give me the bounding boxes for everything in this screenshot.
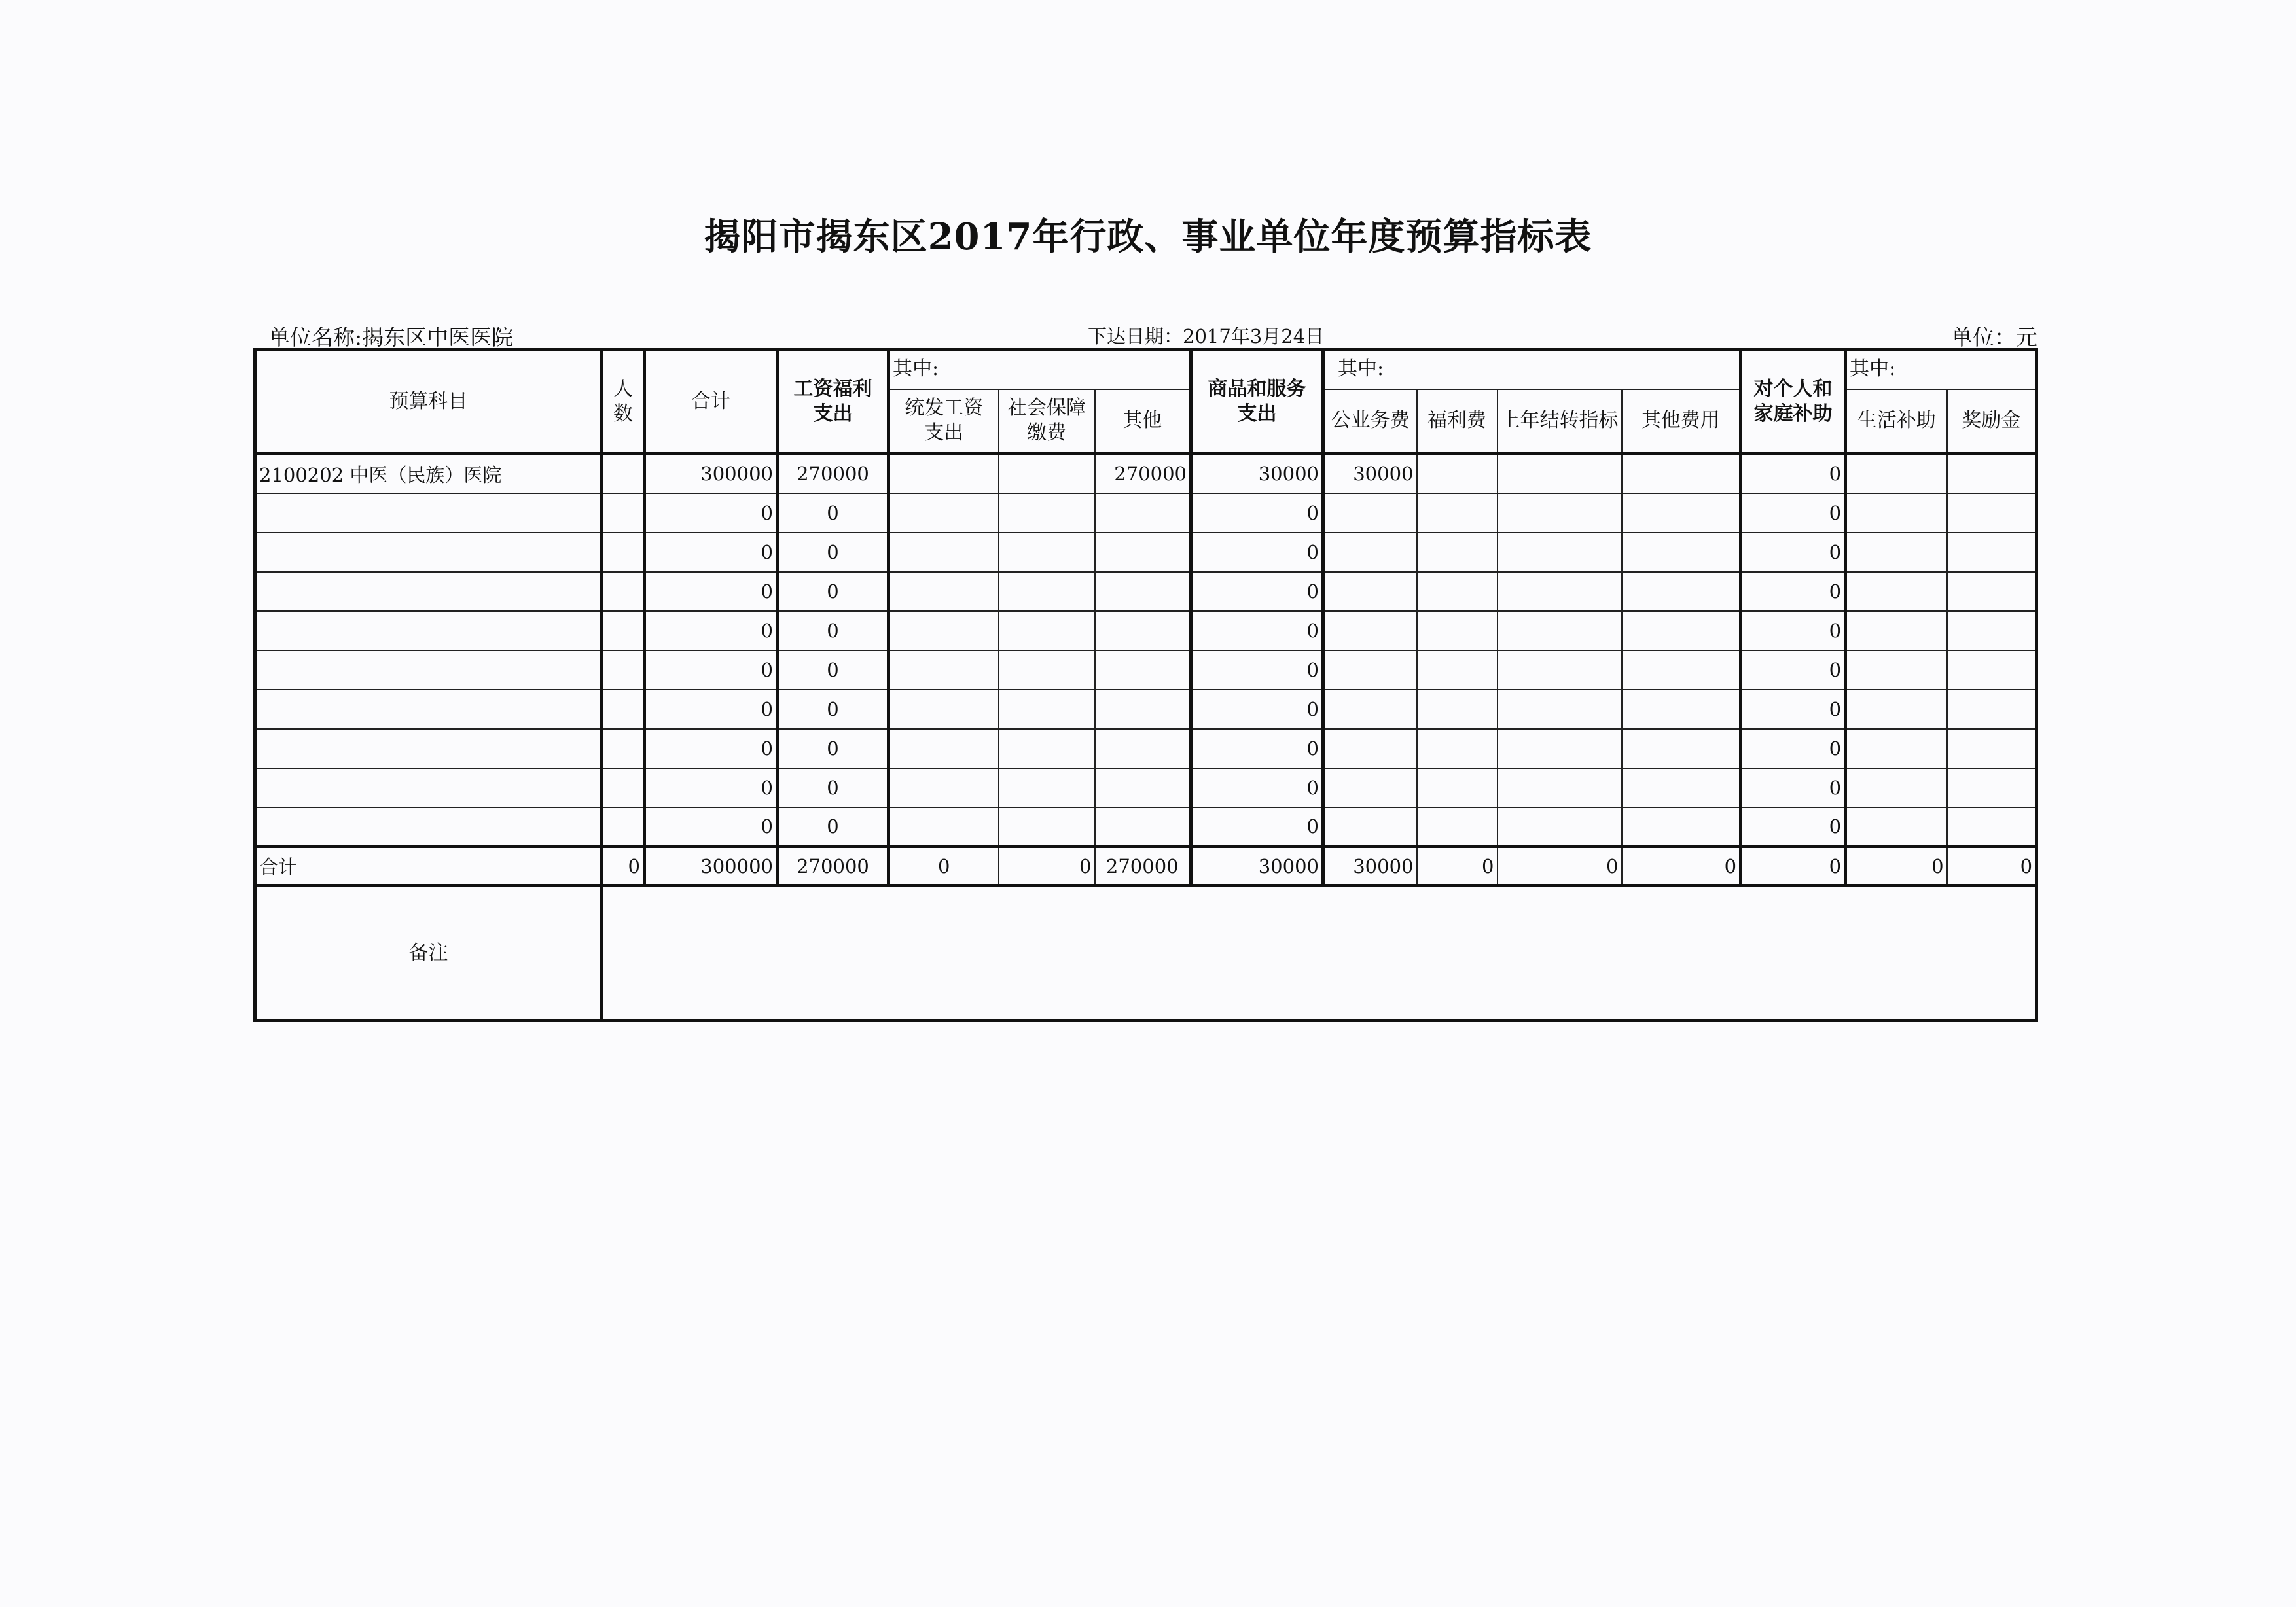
remark-row [255, 886, 2037, 1021]
cell-other [1095, 533, 1191, 572]
cell-public-affairs [1323, 690, 1417, 729]
totals-bonus: 0 [1947, 847, 2037, 886]
cell-unified-salary [889, 690, 999, 729]
col-subsidy-of: 其中: [1846, 350, 2037, 389]
col-goods-of: 其中: [1323, 350, 1741, 389]
cell-public-affairs [1323, 768, 1417, 807]
col-unified-salary: 统发工资 支出 [889, 389, 999, 454]
cell-item [255, 611, 602, 650]
remark-label: 备注 [255, 886, 602, 1021]
cell-item [255, 807, 602, 847]
col-living-subsidy: 生活补助 [1846, 389, 1947, 454]
cell-welfare [1417, 572, 1498, 611]
totals-label: 合计 [255, 847, 602, 886]
cell-unified-salary [889, 533, 999, 572]
col-subsidy: 对个人和 家庭补助 [1741, 350, 1846, 454]
cell-social-security [999, 493, 1095, 533]
col-budget-item: 预算科目 [255, 350, 602, 454]
col-salary: 工资福利 支出 [778, 350, 889, 454]
cell-subsidy: 0 [1741, 493, 1846, 533]
cell-goods: 0 [1191, 768, 1323, 807]
cell-subsidy: 0 [1741, 768, 1846, 807]
cell-welfare [1417, 768, 1498, 807]
cell-headcount [602, 533, 645, 572]
currency-unit: 单位：元 [1951, 325, 2037, 350]
cell-goods: 0 [1191, 533, 1323, 572]
cell-public-affairs [1323, 533, 1417, 572]
cell-other-expense [1622, 533, 1741, 572]
table-row [255, 572, 2037, 611]
cell-salary: 0 [778, 650, 889, 690]
cell-welfare [1417, 611, 1498, 650]
cell-other-expense [1622, 807, 1741, 847]
totals-total: 300000 [645, 847, 778, 886]
cell-total: 0 [645, 690, 778, 729]
cell-public-affairs [1323, 611, 1417, 650]
cell-public-affairs [1323, 729, 1417, 768]
cell-living-subsidy [1846, 611, 1947, 650]
table-row [255, 729, 2037, 768]
cell-welfare [1417, 807, 1498, 847]
cell-salary: 0 [778, 729, 889, 768]
col-other: 其他 [1095, 389, 1191, 454]
cell-living-subsidy [1846, 807, 1947, 847]
col-public-affairs: 公业务费 [1323, 389, 1417, 454]
cell-bonus [1947, 690, 2037, 729]
cell-carryover [1498, 611, 1622, 650]
page-title: 揭阳市揭东区2017年行政、事业单位年度预算指标表 [704, 215, 1592, 258]
cell-goods: 0 [1191, 611, 1323, 650]
cell-other-expense [1622, 454, 1741, 493]
cell-unified-salary [889, 572, 999, 611]
cell-carryover [1498, 572, 1622, 611]
totals-unified-salary: 0 [889, 847, 999, 886]
cell-unified-salary [889, 768, 999, 807]
cell-social-security [999, 650, 1095, 690]
header-row-1 [255, 350, 2037, 389]
cell-carryover [1498, 533, 1622, 572]
cell-bonus [1947, 454, 2037, 493]
cell-welfare [1417, 729, 1498, 768]
cell-living-subsidy [1846, 533, 1947, 572]
cell-unified-salary [889, 611, 999, 650]
cell-subsidy: 0 [1741, 454, 1846, 493]
totals-living-subsidy: 0 [1846, 847, 1947, 886]
col-bonus: 奖励金 [1947, 389, 2037, 454]
cell-total: 0 [645, 533, 778, 572]
cell-carryover [1498, 650, 1622, 690]
cell-headcount [602, 454, 645, 493]
totals-row [255, 847, 2037, 886]
cell-social-security [999, 690, 1095, 729]
cell-goods: 0 [1191, 650, 1323, 690]
cell-living-subsidy [1846, 690, 1947, 729]
cell-bonus [1947, 729, 2037, 768]
totals-carryover: 0 [1498, 847, 1622, 886]
col-headcount: 人 数 [602, 350, 645, 454]
cell-headcount [602, 611, 645, 650]
col-other-expense: 其他费用 [1622, 389, 1741, 454]
cell-total: 0 [645, 650, 778, 690]
cell-subsidy: 0 [1741, 690, 1846, 729]
cell-social-security [999, 768, 1095, 807]
cell-item [255, 572, 602, 611]
cell-unified-salary [889, 493, 999, 533]
col-salary-of: 其中: [889, 350, 1191, 389]
cell-welfare [1417, 493, 1498, 533]
cell-headcount [602, 650, 645, 690]
cell-subsidy: 0 [1741, 611, 1846, 650]
cell-headcount [602, 768, 645, 807]
cell-bonus [1947, 650, 2037, 690]
cell-social-security [999, 572, 1095, 611]
cell-total: 0 [645, 768, 778, 807]
cell-other-expense [1622, 768, 1741, 807]
cell-other [1095, 690, 1191, 729]
cell-goods: 0 [1191, 690, 1323, 729]
cell-other [1095, 572, 1191, 611]
cell-other [1095, 650, 1191, 690]
cell-bonus [1947, 611, 2037, 650]
cell-carryover [1498, 690, 1622, 729]
cell-other-expense [1622, 611, 1741, 650]
table-row [255, 807, 2037, 847]
cell-bonus [1947, 807, 2037, 847]
cell-carryover [1498, 493, 1622, 533]
cell-total: 300000 [645, 454, 778, 493]
col-welfare: 福利费 [1417, 389, 1498, 454]
cell-salary: 0 [778, 493, 889, 533]
cell-other [1095, 493, 1191, 533]
cell-item [255, 729, 602, 768]
cell-other [1095, 729, 1191, 768]
cell-social-security [999, 533, 1095, 572]
cell-goods: 0 [1191, 493, 1323, 533]
cell-headcount [602, 572, 645, 611]
cell-subsidy: 0 [1741, 533, 1846, 572]
cell-other-expense [1622, 729, 1741, 768]
cell-public-affairs [1323, 650, 1417, 690]
cell-goods: 0 [1191, 572, 1323, 611]
table-row [255, 690, 2037, 729]
cell-living-subsidy [1846, 650, 1947, 690]
cell-other: 270000 [1095, 454, 1191, 493]
cell-salary: 0 [778, 611, 889, 650]
cell-goods: 0 [1191, 807, 1323, 847]
cell-welfare [1417, 650, 1498, 690]
cell-total: 0 [645, 572, 778, 611]
cell-bonus [1947, 768, 2037, 807]
table-row [255, 533, 2037, 572]
table-row [255, 454, 2037, 493]
table-row [255, 493, 2037, 533]
cell-social-security [999, 807, 1095, 847]
totals-other: 270000 [1095, 847, 1191, 886]
cell-subsidy: 0 [1741, 807, 1846, 847]
cell-welfare [1417, 533, 1498, 572]
cell-bonus [1947, 572, 2037, 611]
cell-total: 0 [645, 807, 778, 847]
cell-social-security [999, 454, 1095, 493]
totals-welfare: 0 [1417, 847, 1498, 886]
cell-other [1095, 611, 1191, 650]
cell-bonus [1947, 493, 2037, 533]
cell-total: 0 [645, 493, 778, 533]
cell-bonus [1947, 533, 2037, 572]
cell-item [255, 768, 602, 807]
cell-total: 0 [645, 611, 778, 650]
cell-welfare [1417, 690, 1498, 729]
col-social-security: 社会保障 缴费 [999, 389, 1095, 454]
col-goods: 商品和服务 支出 [1191, 350, 1323, 454]
table-row [255, 650, 2037, 690]
table-row [255, 611, 2037, 650]
totals-subsidy: 0 [1741, 847, 1846, 886]
issue-date: 下达日期：2017年3月24日 [1088, 325, 1325, 347]
cell-item [255, 493, 602, 533]
cell-headcount [602, 729, 645, 768]
cell-other [1095, 807, 1191, 847]
cell-headcount [602, 807, 645, 847]
cell-other-expense [1622, 690, 1741, 729]
cell-goods: 30000 [1191, 454, 1323, 493]
cell-salary: 270000 [778, 454, 889, 493]
cell-public-affairs [1323, 493, 1417, 533]
cell-salary: 0 [778, 533, 889, 572]
cell-item [255, 650, 602, 690]
cell-subsidy: 0 [1741, 729, 1846, 768]
budget-table [253, 348, 2038, 1022]
totals-salary: 270000 [778, 847, 889, 886]
cell-other-expense [1622, 650, 1741, 690]
cell-other-expense [1622, 572, 1741, 611]
remark-content [602, 886, 2037, 1021]
cell-item: 2100202 中医（民族）医院 [255, 454, 602, 493]
cell-goods: 0 [1191, 729, 1323, 768]
cell-total: 0 [645, 729, 778, 768]
unit-name: 单位名称:揭东区中医医院 [268, 325, 514, 350]
cell-other-expense [1622, 493, 1741, 533]
cell-carryover [1498, 729, 1622, 768]
cell-salary: 0 [778, 807, 889, 847]
cell-item [255, 533, 602, 572]
col-total: 合计 [645, 350, 778, 454]
cell-living-subsidy [1846, 572, 1947, 611]
cell-public-affairs: 30000 [1323, 454, 1417, 493]
cell-living-subsidy [1846, 768, 1947, 807]
cell-living-subsidy [1846, 454, 1947, 493]
cell-carryover [1498, 768, 1622, 807]
cell-salary: 0 [778, 572, 889, 611]
cell-headcount [602, 690, 645, 729]
cell-subsidy: 0 [1741, 572, 1846, 611]
cell-salary: 0 [778, 690, 889, 729]
cell-social-security [999, 729, 1095, 768]
cell-headcount [602, 493, 645, 533]
cell-living-subsidy [1846, 493, 1947, 533]
cell-other [1095, 768, 1191, 807]
totals-public-affairs: 30000 [1323, 847, 1417, 886]
cell-public-affairs [1323, 807, 1417, 847]
cell-living-subsidy [1846, 729, 1947, 768]
totals-social-security: 0 [999, 847, 1095, 886]
col-carryover: 上年结转指标 [1498, 389, 1622, 454]
cell-carryover [1498, 807, 1622, 847]
totals-goods: 30000 [1191, 847, 1323, 886]
cell-unified-salary [889, 807, 999, 847]
cell-unified-salary [889, 454, 999, 493]
cell-subsidy: 0 [1741, 650, 1846, 690]
cell-public-affairs [1323, 572, 1417, 611]
totals-other-expense: 0 [1622, 847, 1741, 886]
cell-unified-salary [889, 729, 999, 768]
cell-carryover [1498, 454, 1622, 493]
table-row [255, 768, 2037, 807]
cell-social-security [999, 611, 1095, 650]
totals-headcount: 0 [602, 847, 645, 886]
cell-unified-salary [889, 650, 999, 690]
cell-item [255, 690, 602, 729]
cell-welfare [1417, 454, 1498, 493]
cell-salary: 0 [778, 768, 889, 807]
